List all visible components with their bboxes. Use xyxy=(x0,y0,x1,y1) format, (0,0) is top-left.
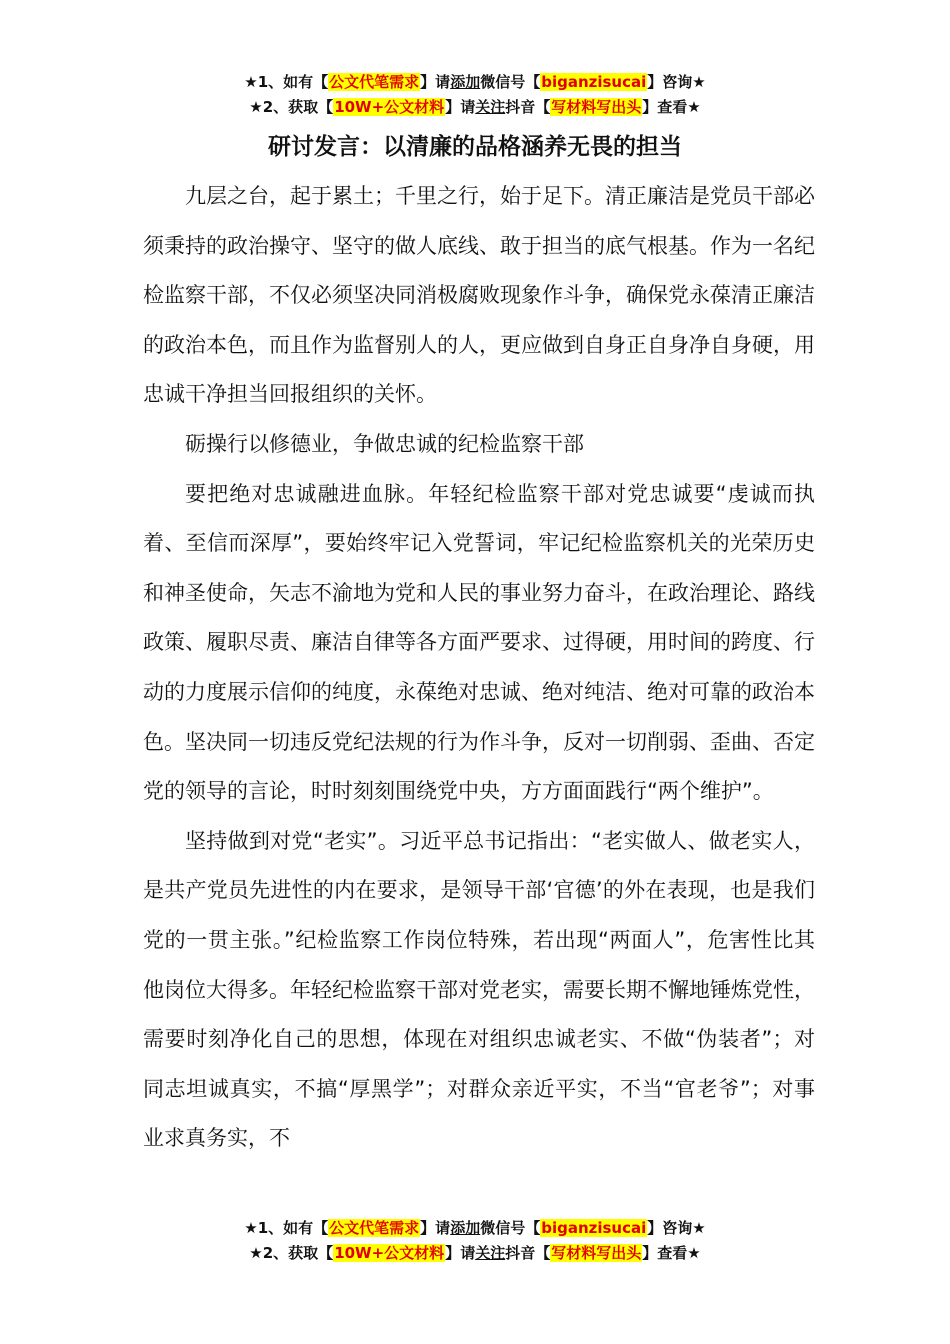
banner-text: 】请 xyxy=(445,98,476,116)
banner-text: 微信号【 xyxy=(480,73,541,91)
document-title: 研讨发言：以清廉的品格涵养无畏的担当 xyxy=(268,134,682,160)
banner-line-2 xyxy=(0,95,950,120)
banner-text: 】查看★ xyxy=(642,98,701,116)
paragraph: 九层之台，起于累土；千里之行，始于足下。清正廉洁是党员干部必须秉持的政治操守、坚守的做人底线、敢于担当的底气根基。作为一名纪检监察干部，不仅必须坚决同消极腐败现象作斗争，确保党永葆清正廉洁的政治本色，而且作为监督别人的人，更应做到自身正自身净自身硬，用忠诚干净担当回报组织的关怀。 xyxy=(143,184,815,407)
paragraph: 坚持做到对党“老实”。习近平总书记指出：“老实做人、做老实人，是共产党员先进性的内在要求，是领导干部‘官德’的外在表现，也是我们党的一贯主张。”纪检监察工作岗位特殊，若出现“两面人”，危害性比其他岗位大得多。年轻纪检监察干部对党老实，需要长期不懈地锤炼党性，需要时刻净化自己的思想，体现在对组织忠诚老实、不做“伪装者”；对同志坦诚真实，不搞“厚黑学”；对群众亲近平实，不当“官老爷”；对事业求真务实，不 xyxy=(143,828,815,1151)
banner-text: 】请 xyxy=(420,73,451,91)
banner-text: ★2、获取【 xyxy=(249,1244,334,1262)
underlined-text: 添加 xyxy=(450,73,481,91)
banner-line-2 xyxy=(0,1241,950,1266)
douyin-id: 写材料写出头 xyxy=(551,98,642,116)
banner-text: 】请 xyxy=(420,1219,451,1237)
underlined-text: 添加 xyxy=(450,1219,481,1237)
douyin-id: 写材料写出头 xyxy=(551,1244,642,1262)
banner-text: 】咨询★ xyxy=(647,1219,706,1237)
wechat-id: biganzisucai xyxy=(541,1219,647,1237)
banner-text: ★1、如有【 xyxy=(244,1219,329,1237)
banner-line-1 xyxy=(0,1216,950,1241)
banner-text: 微信号【 xyxy=(480,1219,541,1237)
top-banner xyxy=(0,70,950,120)
banner-text: 抖音【 xyxy=(505,98,551,116)
banner-line-1 xyxy=(0,70,950,95)
highlight-text: 公文代笔需求 xyxy=(329,73,420,91)
banner-text: ★1、如有【 xyxy=(244,73,329,91)
bottom-banner xyxy=(0,1216,950,1266)
highlight-text: 10W+公文材料 xyxy=(334,1244,445,1262)
document-body xyxy=(143,172,815,1164)
highlight-text: 10W+公文材料 xyxy=(334,98,445,116)
underlined-text: 关注 xyxy=(475,98,506,116)
banner-text: ★2、获取【 xyxy=(249,98,334,116)
banner-text: 】查看★ xyxy=(642,1244,701,1262)
highlight-text: 公文代笔需求 xyxy=(329,1219,420,1237)
wechat-id: biganzisucai xyxy=(541,73,647,91)
section-heading: 砺操行以修德业，争做忠诚的纪检监察干部 xyxy=(185,431,584,456)
banner-text: 】请 xyxy=(445,1244,476,1262)
banner-text: 抖音【 xyxy=(505,1244,551,1262)
banner-text: 】咨询★ xyxy=(647,73,706,91)
paragraph: 要把绝对忠诚融进血脉。年轻纪检监察干部对党忠诚要“虔诚而执着、至信而深厚”，要始终牢记入党誓词，牢记纪检监察机关的光荣历史和神圣使命，矢志不渝地为党和人民的事业努力奋斗，在政治理论、路线政策、履职尽责、廉洁自律等各方面严要求、过得硬，用时间的跨度、行动的力度展示信仰的纯度，永葆绝对忠诚、绝对纯洁、绝对可靠的政治本色。坚决同一切违反党纪法规的行为作斗争，反对一切削弱、歪曲、否定党的领导的言论，时时刻刻围绕党中央，方方面面践行“两个维护”。 xyxy=(143,481,815,804)
underlined-text: 关注 xyxy=(475,1244,506,1262)
